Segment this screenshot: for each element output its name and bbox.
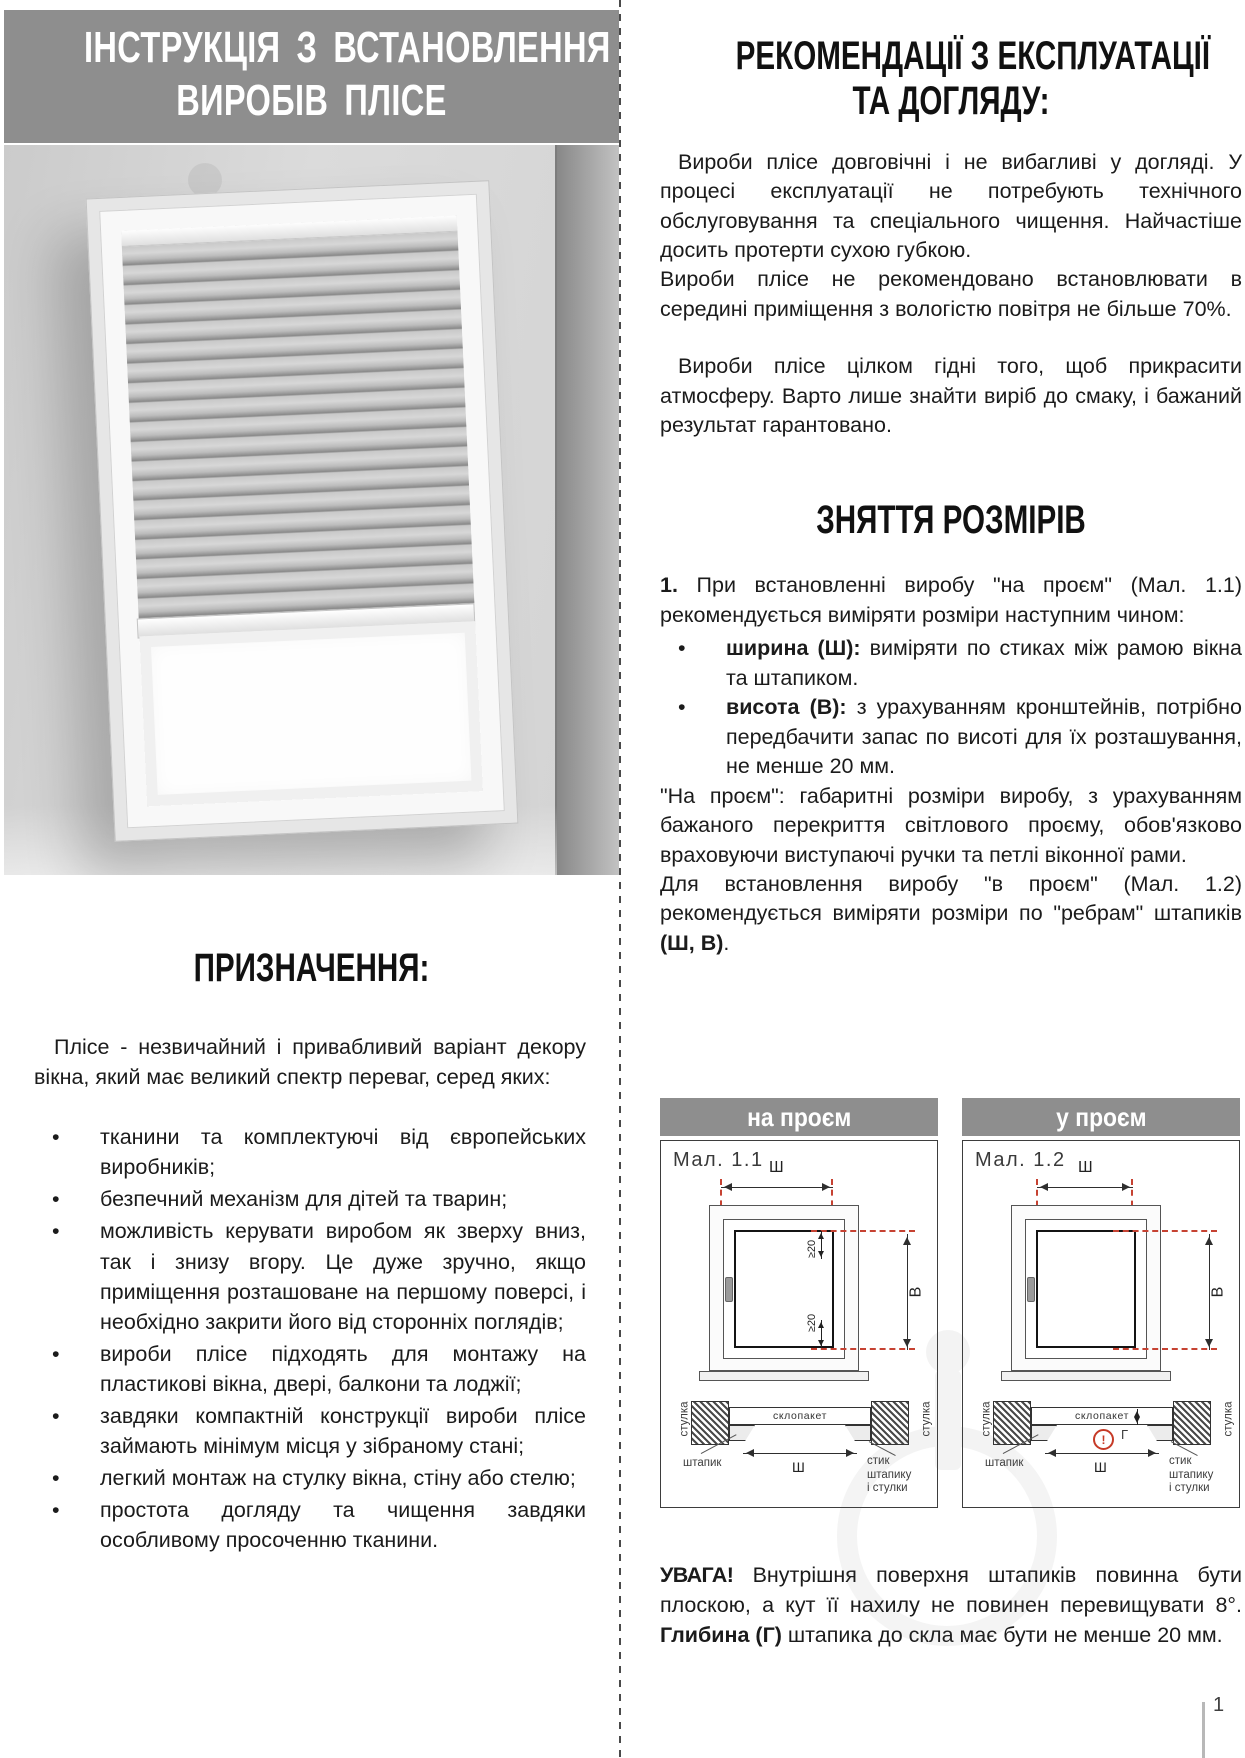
panel2-header-label: у проєм (1055, 1101, 1147, 1132)
bead-label: штапик (683, 1457, 722, 1469)
v-proem-dims: (Ш, В) (660, 930, 724, 955)
width-dim-label: Ш (1078, 1159, 1093, 1176)
care-heading (660, 34, 1242, 124)
list-item (34, 1401, 586, 1461)
warning-icon: ! (1093, 1429, 1114, 1450)
purpose-heading: ПРИЗНАЧЕННЯ: (193, 946, 430, 990)
min20-top-label: ≥20 (806, 1239, 819, 1259)
purpose-heading-wrap (4, 946, 619, 991)
height-dim-label: В (1209, 1286, 1227, 1298)
sash-hatch-right (871, 1401, 909, 1445)
window-recess (86, 180, 519, 842)
panel1-figure (660, 1140, 938, 1508)
bead-right (845, 1425, 871, 1441)
sash-hatch-left (993, 1401, 1031, 1445)
sizes-heading: ЗНЯТТЯ РОЗМІРІВ (816, 497, 1086, 542)
list-item (34, 1339, 586, 1399)
panel2-header-bar (962, 1098, 1240, 1136)
joint-label: стик штапику і стулки (867, 1455, 912, 1495)
height-definition: з урахуванням кронштейнів, потрібно передбачити запас по висоті для їх розташування, не менше 20 мм. (726, 695, 1242, 779)
sizes-heading-wrap (660, 493, 1242, 548)
bullet-marker: • (52, 1466, 60, 1491)
window-sill (1001, 1371, 1171, 1381)
purpose-section (34, 1032, 586, 1558)
care-paragraph-2: Вироби плісе не рекомендовано встановлювати в середині приміщення з вологістю повітря не більше 70%. (660, 267, 1242, 321)
care-heading-line1: РЕКОМЕНДАЦІЇ З ЕКСПЛУАТАЦІЇ (735, 34, 1211, 78)
sash-left-label: стулка (980, 1401, 993, 1437)
bullet-marker: • (52, 1498, 60, 1523)
height-term: висота (В): (726, 695, 847, 720)
wall-recess-side (555, 145, 619, 875)
bullet-marker: • (52, 1219, 60, 1244)
v-proem-period: . (723, 930, 730, 955)
height-dim-label: В (907, 1286, 925, 1298)
list-item-text: тканини та комплектуючі від європейських виробників; (100, 1125, 586, 1180)
measure-bullet-list (660, 634, 1242, 781)
depth-term: Глибина (Г) (660, 1622, 782, 1647)
red-guide-top (1113, 1230, 1217, 1232)
attention-paragraph (660, 1560, 1242, 1650)
depth-label: Г (1121, 1427, 1129, 1442)
window-handle (725, 1277, 733, 1302)
v-proem-text: Для встановлення виробу "в проєм" (Мал. 1.2) рекомендується виміряти розміри по "ребрам" штапиків (660, 872, 1242, 926)
red-guide-bottom (1113, 1348, 1217, 1350)
window-glass (1036, 1230, 1136, 1348)
bullet-marker: • (52, 1404, 60, 1429)
attention-keyword: УВАГА! (660, 1562, 734, 1587)
care-paragraph-3: Вироби плісе цілком гідні того, щоб прикрасити атмосферу. Варто лише знайти виріб до смаку, і бажаний результат гарантовано. (660, 354, 1242, 438)
bead-left (1031, 1425, 1057, 1441)
purpose-intro: Плісе - незвичайний і привабливий варіант декору вікна, який має великий спектр переваг, серед яких: (34, 1035, 586, 1090)
glass-unit-bar (729, 1407, 871, 1425)
list-item (34, 1216, 586, 1336)
bullet-marker: • (52, 1125, 60, 1150)
list-item (34, 1122, 586, 1182)
footer-rule (1202, 1702, 1205, 1758)
window-handle (1027, 1277, 1035, 1302)
bead-right (1147, 1425, 1173, 1441)
figure-caption: Мал. 1.2 (975, 1149, 1066, 1171)
sash-left-label: стулка (678, 1401, 691, 1437)
sash-hatch-right (1173, 1401, 1211, 1445)
sash-right-label: стулка (920, 1401, 933, 1437)
list-item (660, 693, 1242, 781)
width-term: ширина (Ш): (726, 636, 861, 661)
doc-title-line2: ВИРОБІВ ПЛІСЕ (176, 75, 447, 125)
figure-caption: Мал. 1.1 (673, 1149, 764, 1171)
list-item-text: завдяки компактній конструкції вироби плісе займають мінімум місця у зібраному стані; (100, 1404, 586, 1459)
window-sash (121, 216, 483, 807)
care-section (660, 34, 1242, 958)
list-item-text: вироби плісе підходять для монтажу на пластикові вікна, двері, балкони та лоджії; (100, 1341, 586, 1396)
step-text: При встановленні виробу "на проєм" (Мал. 1.1) рекомендується виміряти розміри наступним чином: (660, 573, 1242, 627)
bullet-marker: • (678, 636, 686, 661)
left-title-banner (4, 10, 619, 143)
glass-unit-bar (1031, 1407, 1173, 1425)
diagram-na-proem (660, 1098, 938, 1508)
window-frame (99, 194, 505, 829)
min20-bottom-arrow (821, 1320, 822, 1348)
page-number: 1 (1213, 1694, 1225, 1716)
width-dimension-line (721, 1187, 833, 1188)
bead-label: штапик (985, 1457, 1024, 1469)
sash-right-label: стулка (1222, 1401, 1235, 1437)
width-dimension-line (1037, 1187, 1133, 1188)
list-item-text: безпечний механізм для дітей та тварин; (100, 1187, 508, 1212)
width-dim-label: Ш (769, 1159, 784, 1176)
list-item-text: легкий монтаж на стулку вікна, стіну або стелю; (100, 1466, 576, 1491)
min20-top-arrow (821, 1231, 822, 1259)
sash-hatch-left (691, 1401, 729, 1445)
depth-arrow (1137, 1409, 1138, 1425)
list-item (34, 1184, 586, 1214)
step-1-paragraph (660, 571, 1242, 630)
bullet-marker: • (52, 1187, 60, 1212)
section-width-label: Ш (792, 1459, 805, 1475)
diagram-u-proem (962, 1098, 1240, 1508)
glass-unit-label: склопакет (1075, 1410, 1129, 1422)
list-item (34, 1463, 586, 1493)
bullet-marker: • (52, 1341, 60, 1366)
purpose-bullet-list (34, 1122, 586, 1555)
panel1-header-label: на проєм (746, 1101, 852, 1132)
section-width-line (743, 1453, 857, 1454)
bead-left (729, 1425, 755, 1441)
step-number: 1. (660, 573, 678, 598)
attention-text-2: штапика до скла має бути не менше 20 мм. (781, 1622, 1223, 1647)
pleated-blind-fabric (122, 232, 475, 619)
list-item-text: можливість керувати виробом як зверху вниз, так і знизу вгору. Це дуже зручно, якщо приміщення розташоване на першому поверсі, і необхідно закрити його від сторонніх поглядів; (100, 1219, 586, 1334)
na-proem-paragraph: "На проєм": габаритні розміри виробу, з урахуванням бажаного перекриття світлового проєму, обов'язково враховуючи виступаючі ручки та петлі віконної рами. (660, 783, 1242, 867)
width-definition: виміряти по стиках між рамою вікна та штапиком. (726, 636, 1242, 690)
section-width-line (1045, 1453, 1159, 1454)
joint-label: стик штапику і стулки (1169, 1455, 1214, 1495)
panel1-header-bar (660, 1098, 938, 1136)
window-sill (699, 1371, 869, 1381)
red-guide-top (811, 1230, 915, 1232)
glass-unit-label: склопакет (773, 1410, 827, 1422)
list-item (660, 634, 1242, 693)
care-paragraph-1: Вироби плісе довговічні і не вибагливі у догляді. У процесі експлуатації не потребують технічного обслуговування та спеціального чищення. Найчастіше досить протерти сухою губкою. (660, 149, 1242, 262)
min20-bottom-label: ≥20 (806, 1313, 819, 1333)
product-photo-window-render (4, 145, 619, 875)
list-item (34, 1495, 586, 1555)
list-item-text: простота догляду та чищення завдяки особливому просоченню тканини. (100, 1498, 586, 1553)
section-width-label: Ш (1094, 1459, 1107, 1475)
doc-title-line1: ІНСТРУКЦІЯ З ВСТАНОВЛЕННЯ (83, 23, 611, 72)
window-glass (140, 621, 483, 806)
panel2-figure (962, 1140, 1240, 1508)
window-glass (734, 1230, 834, 1348)
care-heading-line2: ТА ДОГЛЯДУ: (852, 78, 1050, 123)
red-guide-bottom (811, 1348, 915, 1350)
bullet-marker: • (678, 695, 686, 720)
cut-line-divider (619, 0, 621, 1758)
attention-text-1: Внутрішня поверхня штапиків повинна бути плоскою, а кут її нахилу не повинен перевищувати 8°. (660, 1562, 1242, 1617)
v-proem-paragraph (660, 870, 1242, 958)
